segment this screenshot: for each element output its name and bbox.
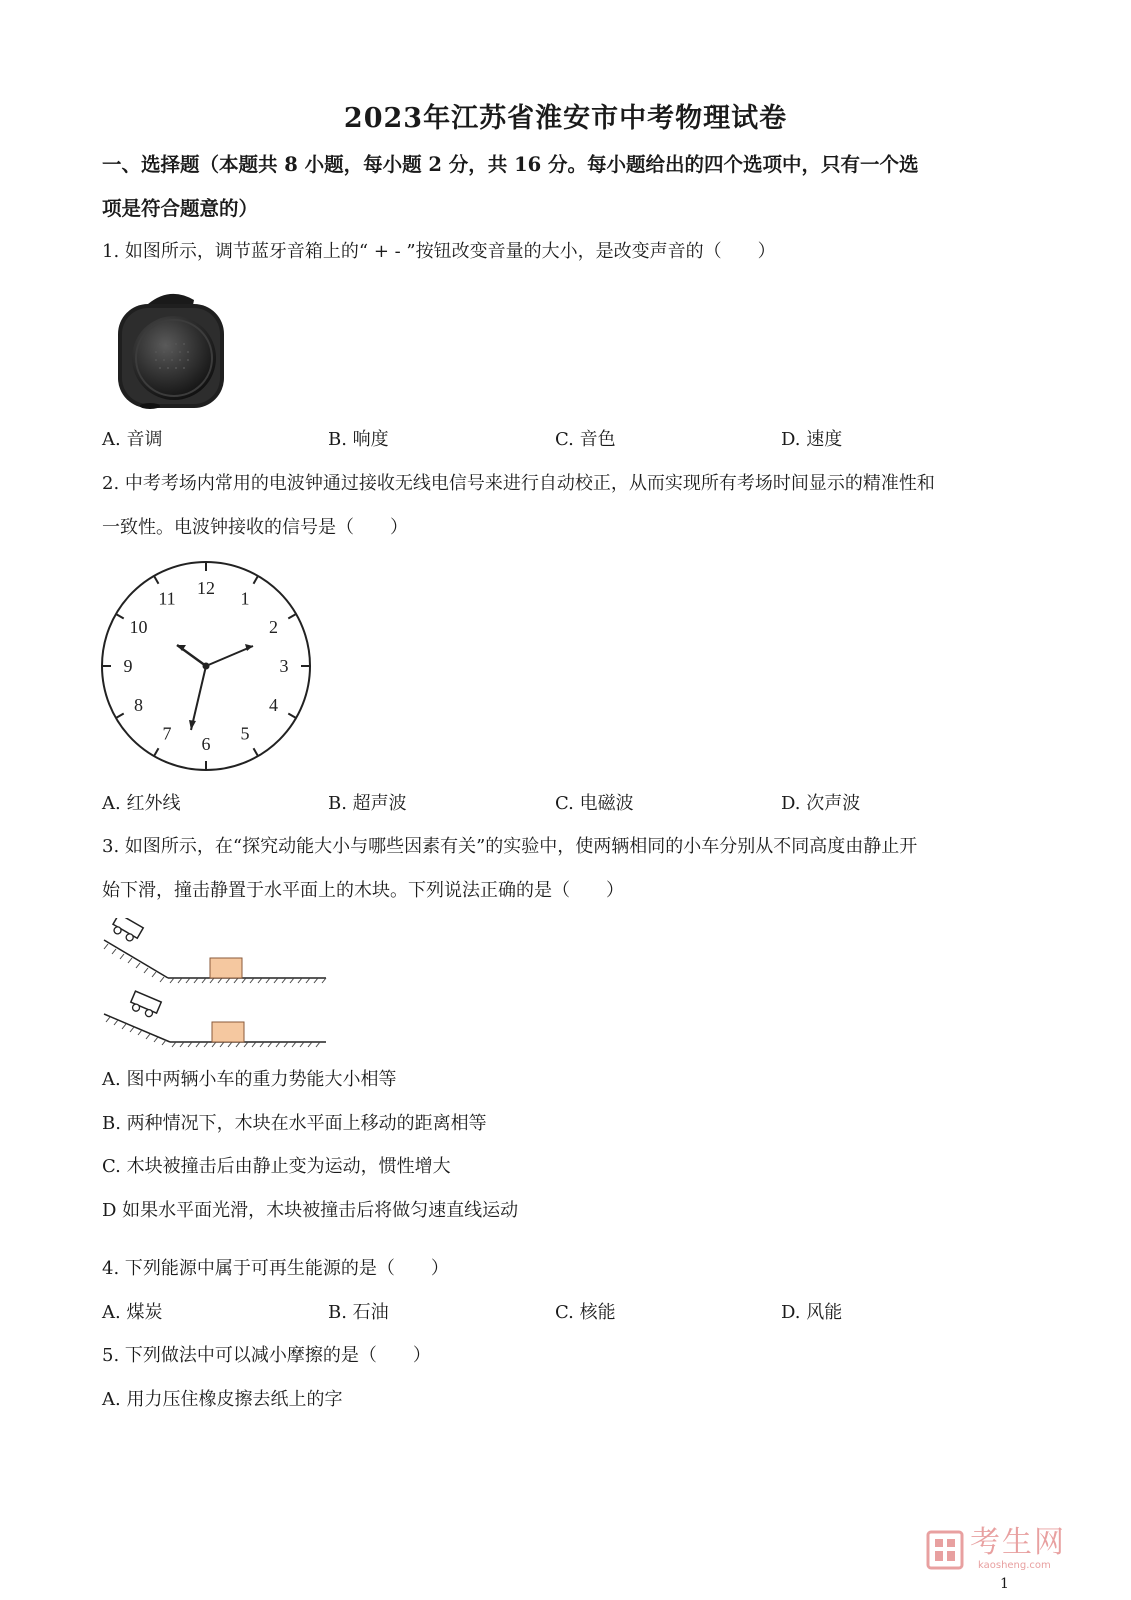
watermark-domain: kaosheng.com	[978, 1560, 1051, 1571]
clock-numeral: 8	[133, 695, 143, 715]
q2-option-d: D. 次声波	[781, 793, 861, 814]
q3-option-b: B. 两种情况下，木块在水平面上移动的距离相等	[102, 1113, 487, 1134]
clock-numeral: 6	[201, 734, 211, 754]
clock-numeral: 5	[240, 723, 250, 744]
clock-numeral: 9	[123, 656, 133, 676]
q3-option-a: A. 图中两辆小车的重力势能大小相等	[102, 1069, 397, 1090]
watermark-brand: 考生网	[970, 1525, 1066, 1560]
clock-numeral: 7	[162, 723, 172, 744]
clock-numeral: 1	[240, 588, 250, 609]
section-heading	[102, 143, 1032, 231]
upper-incline-setup	[104, 918, 326, 983]
kaosheng-watermark	[926, 1525, 1086, 1572]
question-5-stem: 5. 下列做法中可以减小摩擦的是（ ）	[102, 1345, 431, 1366]
clock-numeral: 2	[269, 617, 279, 637]
q3-option-d: D 如果水平面光滑，木块被撞击后将做匀速直线运动	[102, 1200, 519, 1221]
bluetooth-speaker-image	[110, 286, 232, 414]
wood-block-lower	[212, 1022, 244, 1042]
q2-option-a: A. 红外线	[102, 793, 181, 814]
question-1-stem: 1. 如图所示，调节蓝牙音箱上的“ + - ”按钮改变音量的大小，是改变声音的（ ）	[102, 241, 776, 262]
section-heading-line-1: 一、选择题（本题共 8 小题，每小题 2 分，共 16 分。每小题给出的四个选项中，只有一个选	[102, 153, 919, 176]
q2-option-b: B. 超声波	[328, 793, 407, 814]
q1-option-a: A. 音调	[102, 429, 163, 450]
q4-option-b: B. 石油	[328, 1302, 389, 1323]
cart-incline-diagram	[98, 918, 332, 1054]
clock-numeral: 3	[279, 656, 289, 676]
question-3-stem-line-1: 3. 如图所示，在“探究动能大小与哪些因素有关”的实验中，使两辆相同的小车分别从不同高度由静止开	[102, 836, 918, 857]
q4-option-a: A. 煤炭	[102, 1302, 163, 1323]
kaosheng-logo-icon	[926, 1530, 964, 1570]
radio-clock-image	[98, 558, 314, 774]
q5-option-a: A. 用力压住橡皮擦去纸上的字	[102, 1389, 343, 1410]
clock-numeral: 11	[158, 588, 176, 609]
question-3-stem-line-2: 始下滑，撞击静置于水平面上的木块。下列说法正确的是（ ）	[102, 880, 624, 901]
lower-incline-setup	[104, 991, 326, 1047]
clock-numeral: 10	[129, 617, 148, 637]
question-4-stem: 4. 下列能源中属于可再生能源的是（ ）	[102, 1258, 449, 1279]
page-number: 1	[1000, 1576, 1009, 1592]
exam-title: 2023年江苏省淮安市中考物理试卷	[343, 103, 788, 134]
q2-option-c: C. 电磁波	[555, 793, 634, 814]
q4-option-c: C. 核能	[555, 1302, 616, 1323]
clock-numeral: 12	[197, 578, 215, 598]
q3-option-c: C. 木块被撞击后由静止变为运动，惯性增大	[102, 1156, 451, 1177]
clock-numeral: 4	[269, 695, 279, 715]
q4-option-d: D. 风能	[781, 1302, 843, 1323]
q1-option-c: C. 音色	[555, 429, 616, 450]
q1-option-b: B. 响度	[328, 429, 389, 450]
q1-option-d: D. 速度	[781, 429, 843, 450]
question-2-stem-line-2: 一致性。电波钟接收的信号是（ ）	[102, 517, 408, 538]
question-2-stem-line-1: 2. 中考考场内常用的电波钟通过接收无线电信号来进行自动校正，从而实现所有考场时间显示的精准性和	[102, 473, 935, 494]
section-heading-line-2: 项是符合题意的）	[102, 197, 259, 220]
wood-block-upper	[210, 958, 242, 978]
